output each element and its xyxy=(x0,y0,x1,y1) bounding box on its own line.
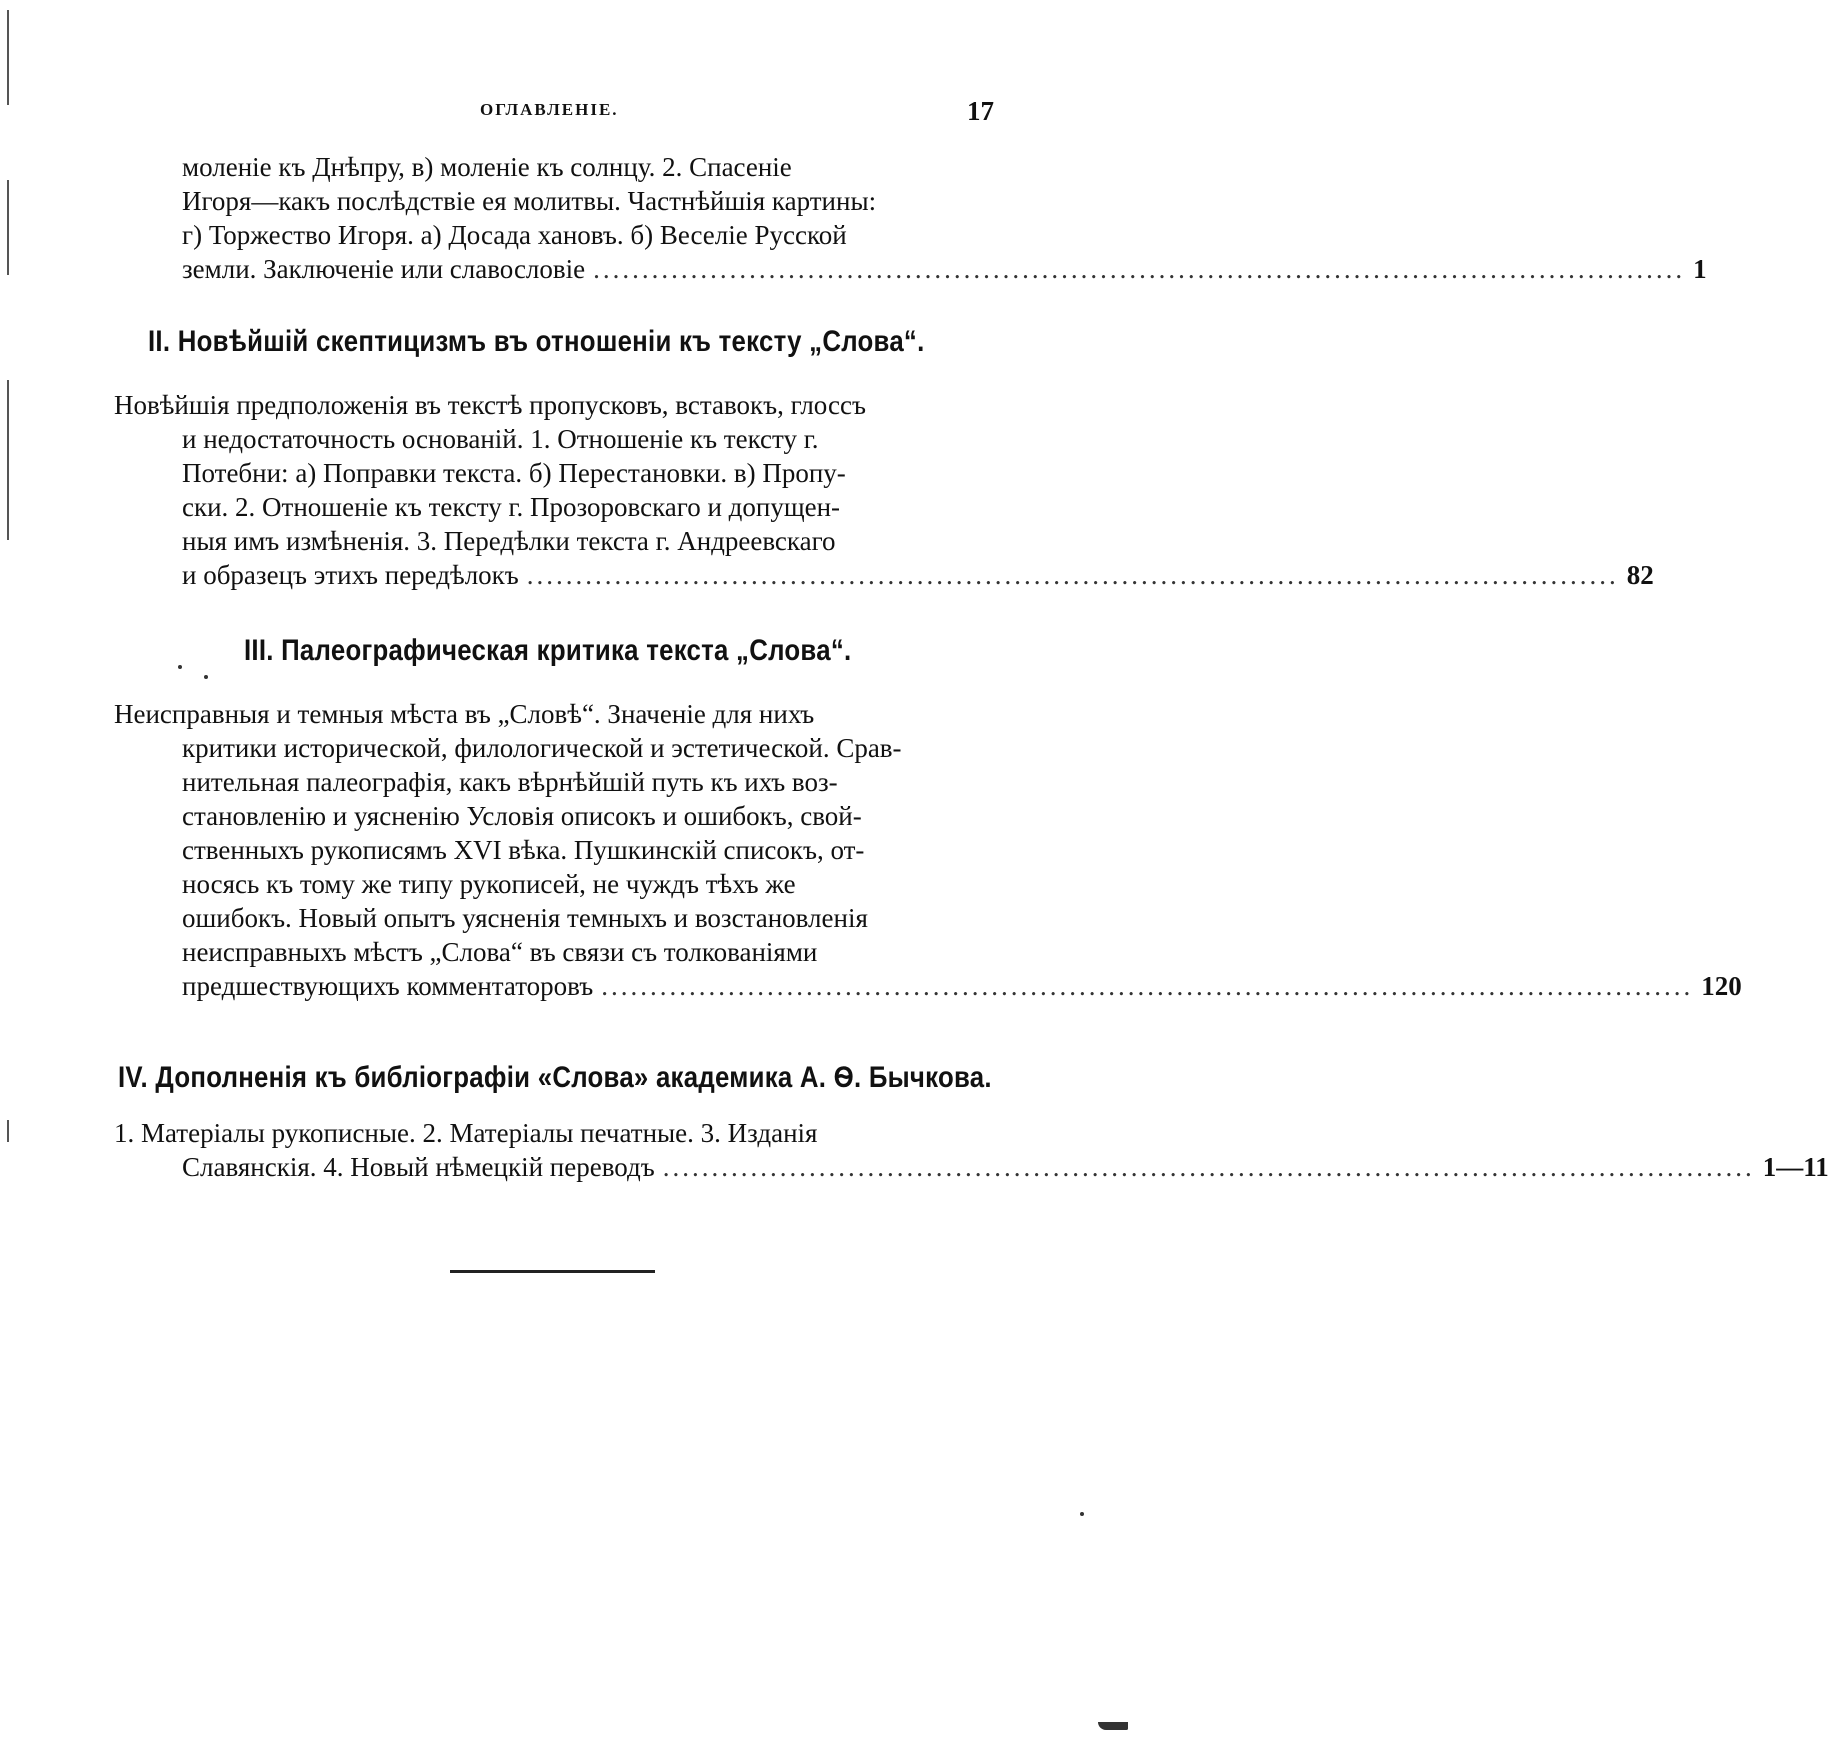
entry-line: неисправныхъ мѣстъ „Слова“ въ связи съ толкованіями xyxy=(182,937,818,967)
scan-edge-mark xyxy=(7,10,9,105)
scan-edge-mark xyxy=(7,380,9,540)
dot-leader: ................................................................................................................ xyxy=(526,560,1619,590)
entry-line: 1. Матеріалы рукописные. 2. Матеріалы печатные. 3. Изданія xyxy=(114,1118,818,1148)
entry-line: моленіе къ Днѣпру, в) моленіе къ солнцу. 2. Спасеніе xyxy=(182,152,792,182)
section-heading-2: II. Новѣйшій скептицизмъ въ отношеніи къ тексту „Слова“. xyxy=(148,325,925,358)
entry-last-line xyxy=(114,969,1742,1003)
entry-line: становленію и уясненію Условія описокъ и ошибокъ, свой- xyxy=(182,801,862,831)
toc-entry-section-3 xyxy=(114,697,1742,1003)
print-speck xyxy=(204,675,208,679)
entry-line: предшествующихъ комментаторовъ xyxy=(182,971,594,1001)
entry-page-number: 1—11 xyxy=(1762,1152,1829,1182)
dot-leader: ................................................................................................................ xyxy=(593,254,1686,284)
entry-line: Игоря—какъ послѣдствіе ея молитвы. Частнѣйшія картины: xyxy=(182,186,877,216)
entry-line: ныя имъ измѣненія. 3. Передѣлки текста г. Андреевскаго xyxy=(182,526,836,556)
print-speck xyxy=(178,665,182,669)
entry-page-number: 82 xyxy=(1626,560,1654,590)
section-heading-4: IV. Дополненія къ библіографіи «Слова» академика А. Ѳ. Бычкова. xyxy=(118,1061,992,1094)
entry-line: и недостаточность основаній. 1. Отношеніе къ тексту г. xyxy=(182,424,819,454)
entry-line: Потебни: а) Поправки текста. б) Перестановки. в) Пропу- xyxy=(182,458,846,488)
entry-last-line xyxy=(182,252,1707,286)
entry-last-line xyxy=(114,558,1654,592)
entry-line: и образецъ этихъ передѣлокъ xyxy=(182,560,519,590)
entry-line: ски. 2. Отношеніе къ тексту г. Прозоровскаго и допущен- xyxy=(182,492,841,522)
print-speck xyxy=(1080,1512,1084,1516)
entry-last-line xyxy=(114,1150,1829,1184)
entry-page-number: 120 xyxy=(1701,971,1742,1001)
toc-entry-continuation xyxy=(182,150,1707,286)
entry-line: Славянскія. 4. Новый нѣмецкій переводъ xyxy=(182,1152,655,1182)
entry-page-number: 1 xyxy=(1693,254,1707,284)
entry-line: Новѣйшія предположенія въ текстѣ пропусковъ, вставокъ, глоссъ xyxy=(114,390,866,420)
scan-edge-mark xyxy=(7,1120,9,1142)
header-title: ОГЛАВЛЕНІЕ. xyxy=(480,100,619,119)
toc-entry-section-4 xyxy=(114,1116,1829,1184)
dot-leader: ................................................................................................................ xyxy=(662,1152,1755,1182)
closing-rule xyxy=(450,1270,655,1273)
scan-edge-mark xyxy=(7,180,9,275)
entry-line: носясь къ тому же типу рукописей, не чуждъ тѣхъ же xyxy=(182,869,796,899)
entry-line: критики исторической, филологической и эстетической. Срав- xyxy=(182,733,902,763)
entry-line: ошибокъ. Новый опытъ уясненія темныхъ и возстановленія xyxy=(182,903,868,933)
entry-line: земли. Заключеніе или славословіе xyxy=(182,254,586,284)
corner-smudge xyxy=(1098,1722,1128,1730)
section-heading-3: III. Палеографическая критика текста „Слова“. xyxy=(244,634,852,667)
running-header xyxy=(0,96,1140,136)
entry-line: нительная палеографія, какъ вѣрнѣйшій путь къ ихъ воз- xyxy=(182,767,838,797)
page-number: 17 xyxy=(967,96,994,126)
entry-line: г) Торжество Игоря. а) Досада хановъ. б) Веселіе Русской xyxy=(182,220,847,250)
dot-leader: ................................................................................................................ xyxy=(601,971,1694,1001)
toc-entry-section-2 xyxy=(114,388,1654,592)
entry-line: Неисправныя и темныя мѣста въ „Словѣ“. Значеніе для нихъ xyxy=(114,699,815,729)
entry-line: ственныхъ рукописямъ XVI вѣка. Пушкинскій списокъ, от- xyxy=(182,835,865,865)
